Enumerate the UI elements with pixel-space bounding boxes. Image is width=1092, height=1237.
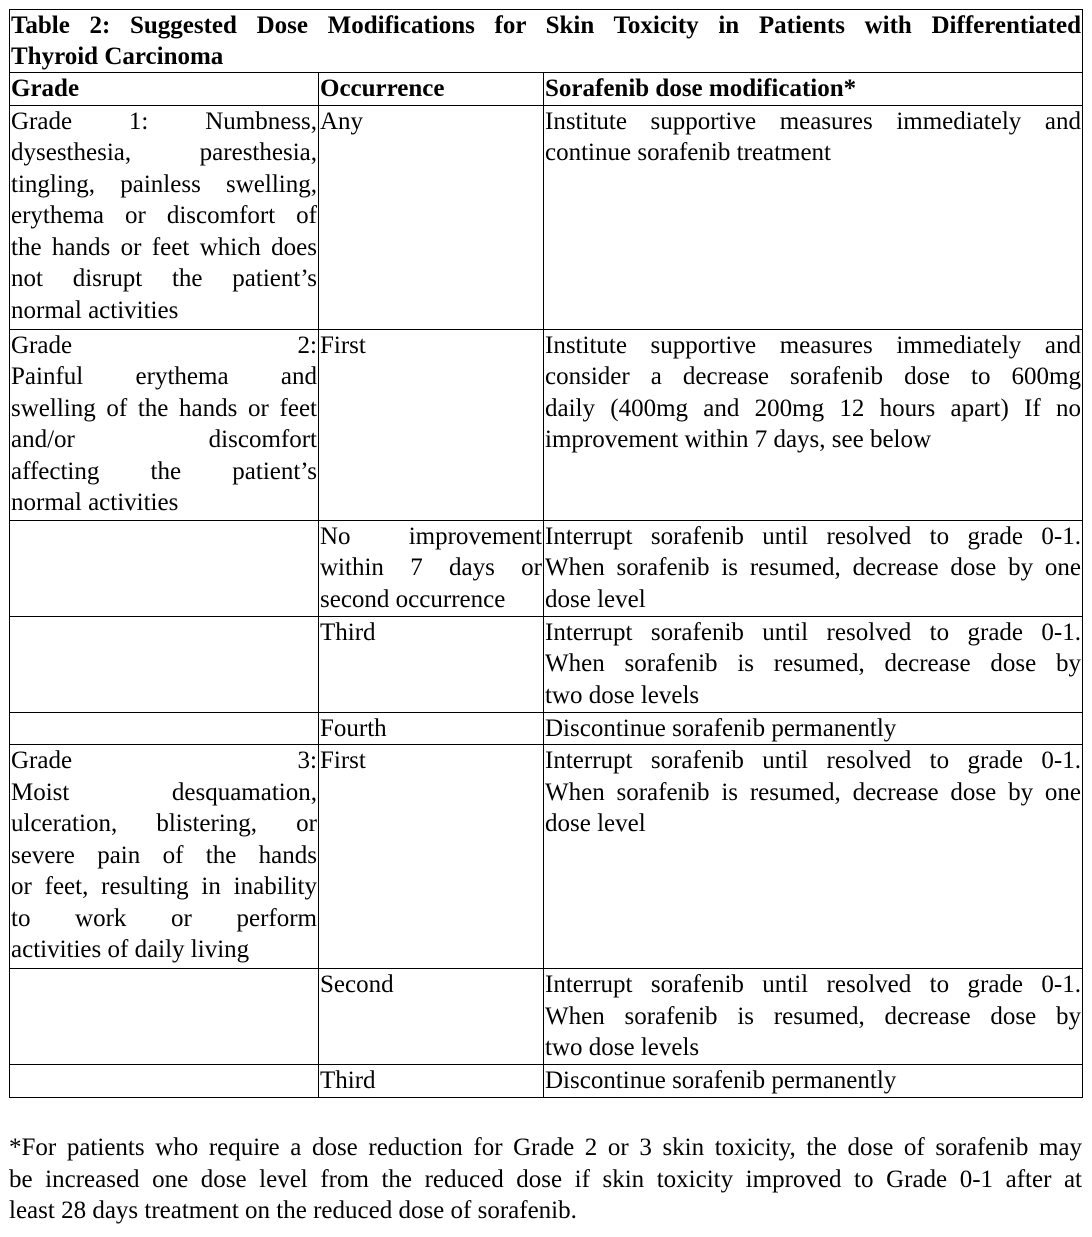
column-header-grade: Grade [10, 73, 319, 106]
cell-grade [10, 1065, 319, 1098]
cell-line: Institute supportive measures immediately and [545, 107, 1081, 135]
cell-line: normal activities [11, 296, 179, 324]
cell-line: improvement within 7 days, see below [545, 426, 932, 453]
caption-line: Table 2: Suggested Dose Modifications for Skin Toxicity in Patients with Differentiated [11, 12, 1081, 39]
table-row [10, 616, 1083, 712]
cell-line: Grade 1: Numbness, [11, 107, 317, 135]
table-row [10, 1065, 1083, 1098]
cell-modification [544, 712, 1083, 745]
cell-grade [10, 329, 319, 520]
cell-occurrence [319, 616, 544, 712]
cell-line: tingling, painless swelling, [11, 170, 317, 198]
cell-grade [10, 712, 319, 745]
cell-grade [10, 105, 319, 329]
cell-line: Discontinue sorafenib permanently [545, 1067, 897, 1094]
cell-line: First [320, 747, 366, 774]
caption-line: Thyroid Carcinoma [11, 43, 224, 70]
cell-line: When sorafenib is resumed, decrease dose by [545, 1002, 1081, 1030]
dose-modification-table [9, 9, 1083, 1098]
cell-grade [10, 520, 319, 616]
cell-line: Second [320, 971, 394, 998]
table-row [10, 329, 1083, 520]
cell-line: continue sorafenib treatment [545, 139, 831, 166]
footnote-line: *For patients who require a dose reduction for Grade 2 or 3 skin toxicity, the dose of sorafenib may [9, 1134, 1082, 1161]
cell-line: two dose levels [545, 681, 700, 709]
cell-line: to work or perform [11, 904, 317, 932]
cell-line: Grade 2: [11, 331, 317, 359]
cell-modification [544, 105, 1083, 329]
cell-line: When sorafenib is resumed, decrease dose by one [545, 778, 1081, 806]
cell-modification [544, 1065, 1083, 1098]
cell-occurrence [319, 969, 544, 1065]
cell-occurrence [319, 105, 544, 329]
footnote [9, 1132, 1082, 1227]
cell-line: erythema or discomfort of [11, 202, 317, 229]
cell-line: severe pain of the hands [11, 841, 317, 869]
cell-occurrence [319, 329, 544, 520]
cell-line: Institute supportive measures immediately and [545, 331, 1081, 359]
cell-line: two dose levels [545, 1034, 700, 1061]
cell-modification [544, 616, 1083, 712]
cell-line: ulceration, blistering, or [11, 810, 317, 837]
cell-line: Discontinue sorafenib permanently [545, 714, 897, 742]
footnote-line: be increased one dose level from the reduced dose if skin toxicity improved to Grade 0-1 after at [9, 1165, 1082, 1193]
cell-line: When sorafenib is resumed, decrease dose by one [545, 554, 1081, 581]
cell-line: Any [320, 107, 364, 135]
cell-line: dysesthesia, paresthesia, [11, 139, 317, 166]
cell-occurrence [319, 712, 544, 745]
cell-line: Fourth [320, 714, 387, 742]
cell-line: Interrupt sorafenib until resolved to grade 0-1. [545, 971, 1081, 998]
cell-line: daily (400mg and 200mg 12 hours apart) If no [545, 394, 1081, 422]
cell-line: When sorafenib is resumed, decrease dose by [545, 650, 1081, 677]
table-body [10, 10, 1083, 1098]
header-row [10, 73, 1083, 106]
column-header-modification: Sorafenib dose modification* [544, 73, 1083, 106]
cell-line: affecting the patient’s [11, 457, 317, 485]
cell-line: Grade 3: [11, 747, 317, 774]
cell-grade [10, 745, 319, 969]
cell-grade [10, 969, 319, 1065]
cell-line: No improvement [320, 522, 542, 550]
cell-line: activities of daily living [11, 936, 250, 963]
table-row [10, 520, 1083, 616]
cell-line: not disrupt the patient’s [11, 265, 317, 292]
table-row [10, 969, 1083, 1065]
column-header-occurrence: Occurrence [319, 73, 544, 106]
cell-line: Painful erythema and [11, 363, 317, 390]
table-caption [10, 10, 1083, 73]
footnote-line: least 28 days treatment on the reduced dose of sorafenib. [9, 1197, 577, 1224]
cell-line: second occurrence [320, 585, 506, 613]
cell-line: Moist desquamation, [11, 778, 317, 806]
cell-line: Interrupt sorafenib until resolved to grade 0-1. [545, 747, 1081, 774]
cell-line: swelling of the hands or feet [11, 394, 317, 422]
cell-line: and/or discomfort [11, 426, 317, 453]
cell-line: Interrupt sorafenib until resolved to grade 0-1. [545, 522, 1081, 550]
cell-line: the hands or feet which does [11, 233, 317, 261]
cell-occurrence [319, 745, 544, 969]
cell-occurrence [319, 1065, 544, 1098]
cell-line: Interrupt sorafenib until resolved to grade 0-1. [545, 618, 1081, 646]
cell-line: consider a decrease sorafenib dose to 600mg [545, 363, 1081, 390]
caption-row [10, 10, 1083, 73]
cell-modification [544, 745, 1083, 969]
cell-line: normal activities [11, 489, 179, 516]
cell-line: First [320, 331, 366, 359]
cell-line: Third [320, 618, 376, 646]
cell-line: dose level [545, 810, 646, 837]
cell-line: dose level [545, 585, 646, 613]
cell-modification [544, 969, 1083, 1065]
cell-modification [544, 329, 1083, 520]
cell-line: Third [320, 1067, 376, 1094]
table-row [10, 105, 1083, 329]
cell-occurrence [319, 520, 544, 616]
cell-line: or feet, resulting in inability [11, 873, 317, 900]
table-row [10, 745, 1083, 969]
table-row [10, 712, 1083, 745]
cell-line: within 7 days or [320, 554, 542, 581]
cell-grade [10, 616, 319, 712]
cell-modification [544, 520, 1083, 616]
